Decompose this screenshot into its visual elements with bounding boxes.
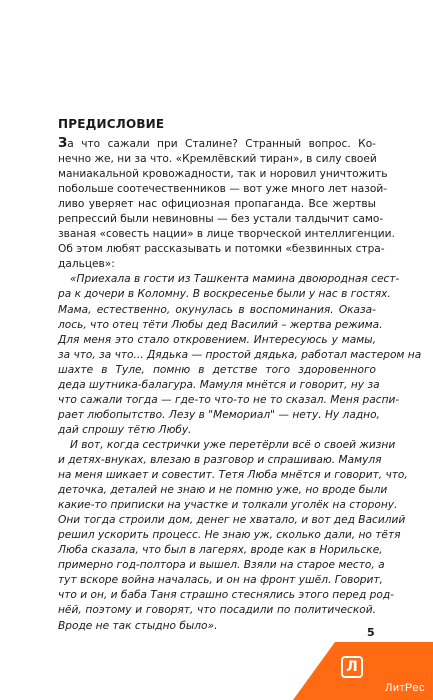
text-line: ливо уверяет нас официозная пропаганда. Все жертвы [58, 198, 376, 211]
text-line: решил ускорить процесс. Не знаю уж, сколько дали, но тётя [58, 529, 401, 542]
text-line: на меня шикает и совестит. Тетя Люба мнётся и говорит, что, [58, 469, 408, 482]
text-line: за что, за что... Дядька — простой дядька, работал мастером на [58, 348, 422, 361]
body-text [58, 136, 422, 634]
text-line: И вот, когда сестрички уже перетёрли всё о своей жизни [70, 438, 396, 451]
paragraph-3-quote [58, 438, 408, 634]
text-line: дальцев»: [58, 258, 115, 271]
text-line: Мама, естественно, окунулась в воспоминания. Оказа- [58, 303, 376, 316]
text-line: репрессий были невиновны — без устали талдычит само- [58, 213, 384, 226]
text-line: Люба сказала, что был в лагерях, вроде как в Норильске, [58, 544, 383, 557]
text-line: тут вскоре война началась, и он на фронт ушёл. Говорит, [58, 574, 383, 587]
section-heading: ПРЕДИСЛОВИЕ [58, 117, 165, 131]
text-line: что и он, и баба Таня страшно стеснялись этого перед род- [58, 589, 394, 602]
text-line: За что сажали при Сталине? Странный вопрос. Ко- [58, 136, 376, 151]
text-line: шахте в Туле, помню в детстве того здоровенного [58, 363, 376, 376]
text-line: «Приехала в гости из Ташкента мамина двоюродная сест- [70, 273, 400, 286]
text-line: деточка, деталей не знаю и не помню уже, но вроде были [58, 484, 388, 497]
text-line: какие-то приписки на участке и толкали уголёк на сторону. [58, 499, 398, 512]
litres-watermark-text: ЛитРес [385, 682, 425, 694]
text-line: маниакальной кровожадности, так и норовил уничтожить [58, 168, 388, 181]
text-line: Об этом любят рассказывать и потомки «безвинных стра- [58, 243, 385, 256]
text-line: званая «совесть нации» в лице творческой интеллигенции. [58, 228, 395, 241]
text-line: Для меня это стало откровением. Интересуюсь у мамы, [58, 333, 376, 346]
text-line: дай спрошу тётю Любу. [58, 423, 192, 436]
paragraph-1 [58, 136, 395, 272]
text-line: нечно же, ни за что. «Кремлёвский тиран», в силу своей [58, 153, 377, 166]
text-line: Вроде не так стыдно было». [58, 619, 218, 632]
text-line: и детях-внуках, влезаю в разговор и спрашиваю. Мамуля [58, 453, 382, 466]
text-line: нёй, поэтому и говорят, что посадили по политической. [58, 604, 376, 617]
drop-cap: З [58, 136, 68, 151]
litres-logo-icon: Л [341, 656, 363, 678]
paragraph-2-quote [58, 272, 422, 438]
text-line: побольше соотечественников — вот уже много лет назой- [58, 183, 388, 196]
text-line: лось, что отец тёти Любы дед Василий – жертва режима. [58, 318, 383, 331]
text-line: деда шутника-балагура. Мамуля мнётся и говорит, ну за [58, 378, 380, 391]
text-line: ра к дочери в Коломну. В воскресенье были у нас в гостях. [58, 288, 391, 301]
text-line: что сажали тогда — где-то что-то не то сказал. Меня распи- [58, 393, 400, 406]
text-line: Они тогда строили дом, денег не хватало, и вот дед Василий [58, 514, 406, 527]
text-line: рает любопытство. Лезу в "Мемориал" — нету. Ну ладно, [58, 408, 380, 421]
page-number: 5 [367, 626, 375, 639]
text-line: примерно год-полтора и вышел. Взяли на старое место, а [58, 559, 385, 572]
